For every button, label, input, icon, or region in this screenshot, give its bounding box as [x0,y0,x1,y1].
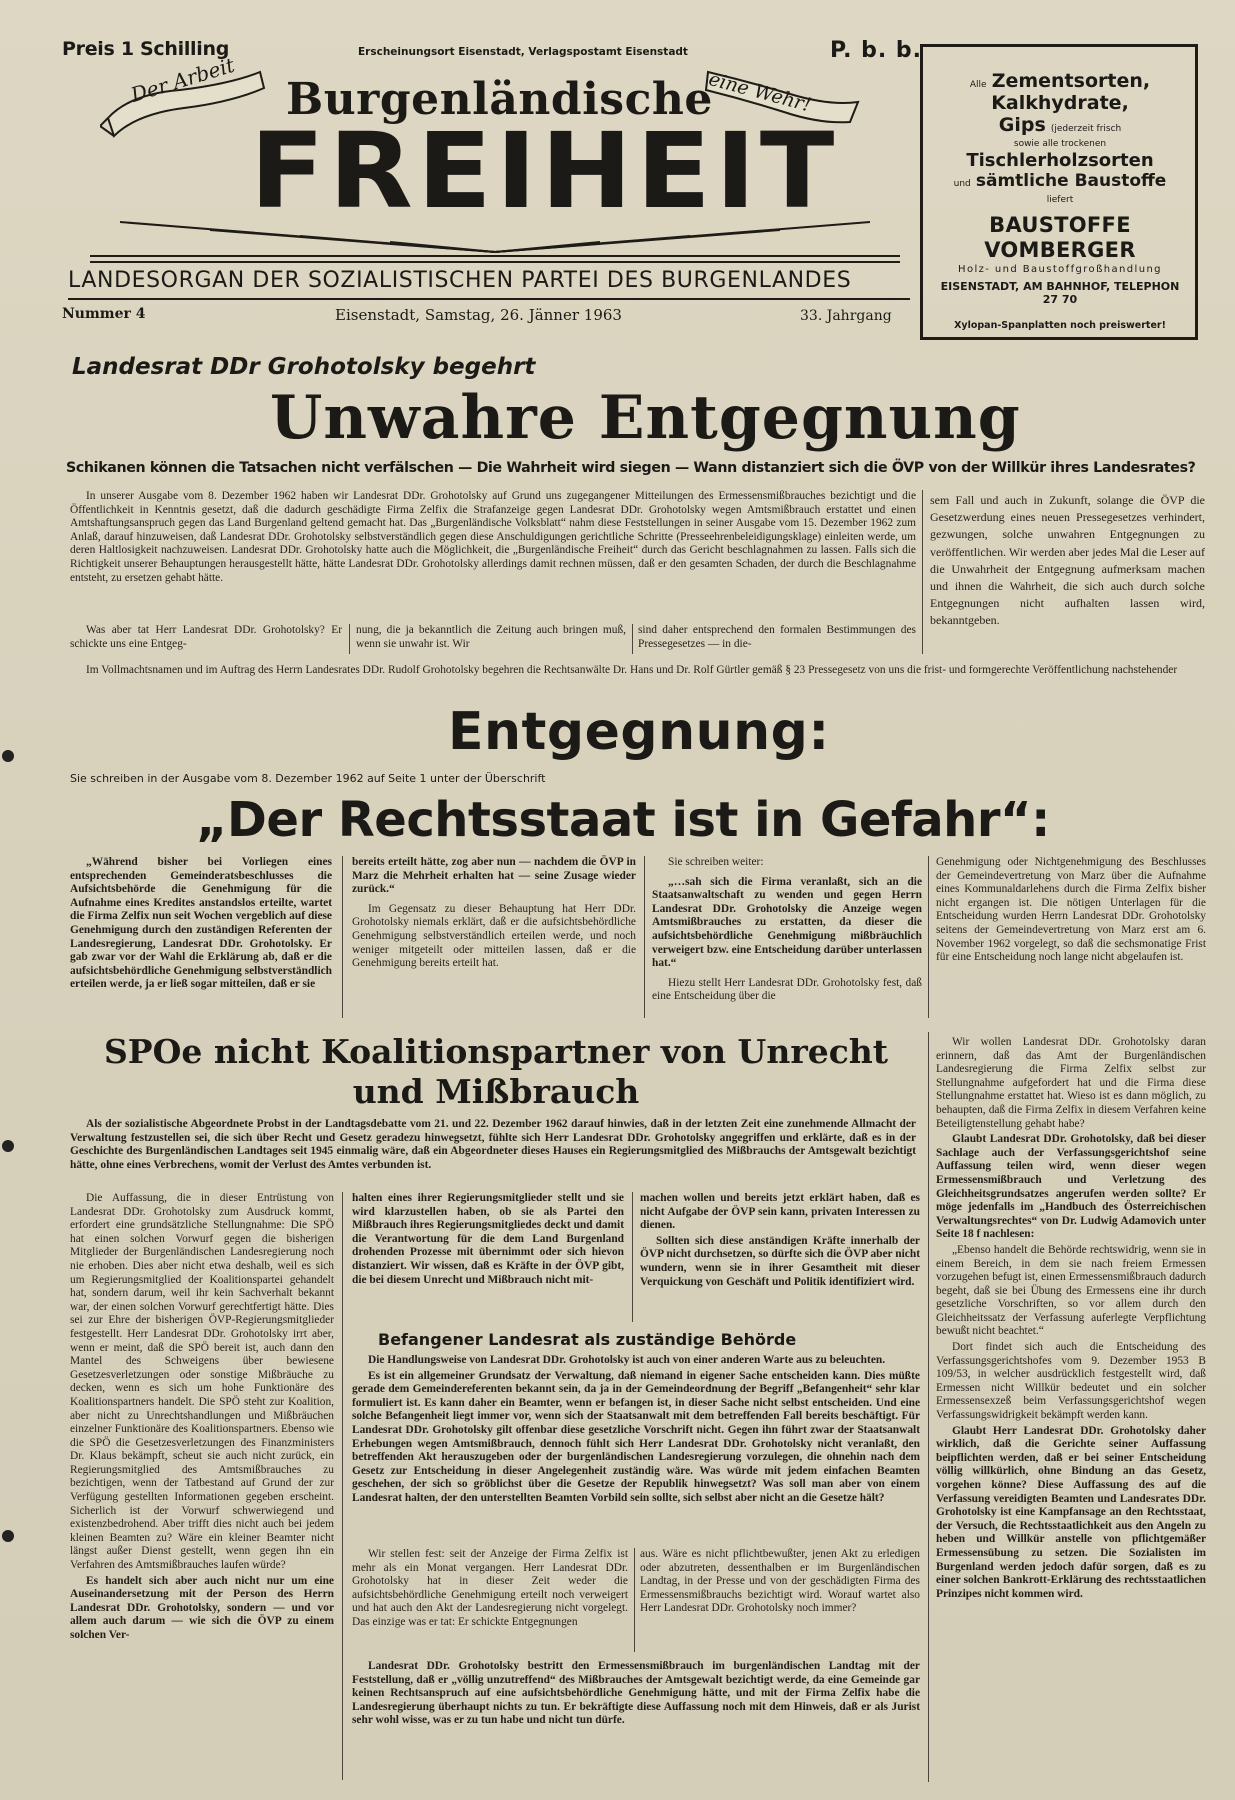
punch-hole [2,1530,14,1542]
paragraph: Im Gegensatz zu dieser Behauptung hat Herr DDr. Grohotolsky niemals erklärt, daß er die aufsichtsbehördliche Genehmigung selbstverständlich erteilen werde, und noch weniger mitgeteilt oder mitteilen lassen, daß er die Genehmigung bereits erteilt hat. [352,902,636,970]
postage-mark: P. b. b. [830,38,922,63]
paragraph: Als der sozialistische Abgeordnete Probst in der Landtagsdebatte vom 21. und 22. Dezember 1962 darauf hinwies, daß in der letzten Zeit eine zunehmende Allmacht der Verwaltung festzustellen sei, die sich über Recht und Gesetz geradezu hinwegsetzt, fühlte sich Herr Landesrat DDr. Grohotolsky angegriffen und erklärte, daß es in der Geschichte des Burgenländischen Landtages seit 1945 einmalig wäre, daß ein Abgeordneter dieses Hauses ein Regierungsmitglied des Mißbrauchs der Amtsgewalt bezichtigt hätte, ohne eines Verbrechens, womit der Verlust des Amtes verbunden ist. [70,1118,916,1171]
price: Preis 1 Schilling [62,38,230,60]
second-col3c [640,1548,920,1618]
paragraph: aus. Wäre es nicht pflichtbewußter, jenen Akt zu erledigen oder abzutreten, dessenthalben er im Burgenländischen Landtag, in der Presse und von der geschädigten Firma des Ermessensmißbrauchs bezichtigt wird. Worauf wartet also Herr Landesrat DDr. Grohotolsky noch immer? [640,1548,920,1615]
ad-text: EISENSTADT, AM BAHNHOF, TELEPHON 27 70 [940,280,1180,306]
quote-headline: „Der Rechtsstaat ist in Gefahr“: [196,792,1050,848]
paragraph: Was aber tat Herr Landesrat DDr. Grohotolsky? Er schickte uns eine Entgeg- [70,624,342,650]
ad-text: Tischlerholzsorten [966,149,1154,171]
paragraph: sind daher entsprechend den formalen Bestimmungen des Pressegesetzes — in die- [638,624,916,650]
paragraph: Die Handlungsweise von Landesrat DDr. Grohotolsky ist auch von einer anderen Warte aus zu beleuchten. [368,1354,886,1366]
paragraph: machen wollen und bereits jetzt erklärt haben, daß es nicht Aufgabe der ÖVP sein kann, privaten Interessen zu dienen. [640,1192,920,1232]
sunburst-decoration [90,212,900,266]
second-lead [70,1118,916,1174]
ad-text: sämtliche Baustoffe [975,170,1167,191]
second-col1 [70,1192,334,1645]
lead-intro [70,490,916,587]
ad-text: Alle [969,80,987,90]
second-wide3 [352,1660,920,1730]
ad-text: sowie alle trockenen [1013,138,1107,149]
punch-hole [2,750,14,762]
title-small: Burgenländische [286,74,713,125]
paragraph: Sollten sich diese anständigen Kräfte innerhalb der ÖVP nicht durchsetzen, so dürfte sich die ÖVP aber nicht wundern, wenn sie in ihrer Gesamtheit mit dieser Verquickung von Geschäft und Politik identifiziert wird. [640,1234,920,1288]
advertisement-box [920,44,1198,340]
paragraph: Es handelt sich aber auch nicht nur um eine Auseinandersetzung mit der Person des Herrn Landesrat DDr. Grohotolsky, sondern — und vor allem auch darum — wie sich die ÖVP zu einem solchen Ver- [70,1574,334,1641]
lead-column [638,624,916,653]
issue-number: Nummer 4 [62,306,146,322]
subtitle: LANDESORGAN DER SOZIALISTISCHEN PARTEI DES BURGENLANDES [68,268,852,293]
second-headline [70,1032,922,1112]
entgegnung-subline: Sie schreiben in der Ausgabe vom 8. Dezember 1962 auf Seite 1 unter der Überschrift [70,772,546,785]
lead-right-column [930,492,1205,632]
paragraph: Glaubt Herr Landesrat DDr. Grohotolsky daher wirklich, daß die Gerichte seiner Auffassung beipflichten werden, daß er bei seiner Entscheidung völlig willkürlich, ohne Bindung an das Gesetz, vorgehen könne? Diese Auffassung des auf die Verfassung vereidigten Beamten und Landesrates DDr. Grohotolsky ist eine Kampfansage an den Rechtsstaat, der Versuch, die Rechtsstaatlichkeit aus den Angeln zu heben und Willkür anstelle von pflichtgemäßer Ermessensübung zu setzen. Die Sozialisten im Burgenland werden jedoch dafür sorgen, daß es zu einer solchen Bankrott-Erklärung des rechtsstaatlichen Prinzipes nicht kommen wird. [936,1424,1206,1600]
ad-text: Zementsorten, [991,70,1151,92]
volume: 33. Jahrgang [800,308,892,324]
paragraph: Die Auffassung, die in dieser Entrüstung von Landesrat DDr. Grohotolsky zum Ausdruck kommt, erfordert eine grundsätzliche Stellungnahme: Die SPÖ hat einen solchen Vorwurf gegen die bisherigen Mitglieder der Burgenländischen Landesregierung noch nie erhoben. Dies aber nicht etwa deshalb, weil es sich um Regierungsmitglied der Koalitionspartei gehandelt hat, sondern darum, weil ihr kein Sachverhalt bekannt war, der einen solchen Vorwurf gerechtfertigt hätte. Dies sei zur Ehre der bisherigen ÖVP-Regierungsmitglieder festgestellt. Herr Landesrat DDr. Grohotolsky irrt aber, wenn er meint, daß die SPÖ bereit ist, auch dann den Mantel des Schweigens über bewiesene Gesetzesverletzungen oder sonstige Mißbräuche zu decken, wenn es sich um hohe Funktionäre des Koalitionspartners handelt. Die SPÖ steht zur Koalition, aber nicht zu Unrechtshandlungen und Mißbräuchen einzelner Funktionäre des Koalitionspartners. Ebenso wie die SPÖ die Gesetzesverletzungen des Finanzministers Dr. Klaus bekämpft, scheut sie auch nicht zurück, ein Regierungsmitglied des Amtsmißbrauches zu bezichtigen, wenn der Tatbestand auf Grund der zur Verfügung gestellten Informationen gegeben erscheint. Sicherlich ist der Vorwurf schwerwiegend und existenzbedrohend. Aber trifft dies nicht auch bei jedem kleinen Beamten zu? Wäre ein kleiner Beamter nicht längst außer Dienst gestellt, wenn gegen ihn ein Verfahren des Amtsmißbrauches laufen würde? [70,1192,334,1572]
paragraph: Es ist ein allgemeiner Grundsatz der Verwaltung, daß niemand in eigener Sache entscheiden kann. Dies müßte gerade dem Gemeindereferenten bekannt sein, da ja in der Gemeindeordnung der Begriff „Befangenheit“ sehr klar formuliert ist. Es kann daher ein Beamter, wenn er befangen ist, in dieser Sache nicht selbst entscheiden. Und eine solche Befangenheit liegt immer vor, wenn sich der Staatsanwalt mit dem betreffenden Fall bereits beschäftigt. Für Landesrat DDr. Grohotolsky gilt offenbar diese gesetzliche Vorschrift nicht. Gegen ihn führt zwar der Staatsanwalt Erhebungen wegen Amtsmißbrauch, dennoch fühlt sich Herr Landesrat DDr. Grohotolsky nicht veranlaßt, den betreffenden Akt herauszugeben oder der burgenländischen Landesregierung vorzulegen, die ohnehin nach dem Gesetz zur Entscheidung in dieser Angelegenheit zuständig wäre. Was würde mit jedem einfachen Beamten geschehen, der sich so gröblichst über die Gesetze der Republik hinwegsetzt? Was soll man aber von einem Landesrat halten, der den unterstellten Beamten Vorbild sein sollte, sich selbst aber nicht an die Gesetze hält? [352,1369,920,1504]
paragraph: sem Fall und auch in Zukunft, solange die ÖVP die Gesetzwerdung eines neuen Pressegesetzes verhindert, gezwungen, solche unwahren Entgegnungen zu veröffentlichen. Wir werden aber jedes Mal die Leser auf die Unwahrheit der Entgegnung aufmerksam machen und ihnen die Wahrheit, die sich auch durch solche Entgegnungen nicht aufhalten lassen wird, bekanntgeben. [930,493,1205,628]
headline-line: SPOe nicht Koalitionspartner von Unrecht [103,1032,889,1071]
dateline: Eisenstadt, Samstag, 26. Jänner 1963 [335,306,622,324]
second-col2 [352,1192,624,1289]
second-col2b [352,1548,628,1632]
second-right-column [936,1036,1206,1603]
paragraph: Wir stellen fest: seit der Anzeige der Firma Zelfix ist mehr als ein Monat vergangen. Herr Landesrat DDr. Grohotolsky hat in dieser Zeit weder die aufsichtsbehördliche Genehmigung erteilt noch verweigert und hat auch den Akt der Landesregierung nicht vorgelegt. Das einzige was er tat: Er schickte Entgegnungen [352,1548,628,1628]
ad-text: und [953,178,971,189]
lead-headline: Unwahre Entgegnung [270,383,1021,453]
rule [68,298,910,300]
paragraph: bereits erteilt hätte, zog aber nun — nachdem die ÖVP in Marz die Mehrheit erhalten hat — seine Zusage wieder zurück.“ [352,856,636,896]
subhead: Befangener Landesrat als zuständige Behörde [378,1330,797,1349]
punch-hole [2,1140,14,1152]
paragraph: „Ebenso handelt die Behörde rechtswidrig, wenn sie in einem Bereich, in dem sie nach freiem Ermessen vorzugehen befugt ist, einen Ermessensmißbrauch dadurch begeht, daß sie bei Übung des Ermessens eine ihr durch gesetzliche Vorschriften, so vor allem durch den Gleichheitssatz der Verfassung auferlegte Verpflichtung bewußt nicht beachtet.“ [936,1243,1206,1338]
paragraph: Dort findet sich auch die Entscheidung des Verfassungsgerichtshofes vom 9. Dezember 1953 B 109/53, in welcher ausdrücklich festgestellt wird, daß Ermessen nicht Willkür bedeutet und ein solcher Ermessensexzeß beim Verfassungsgerichtshof wegen Verfassungswidrigkeit bekämpft werden kann. [936,1341,1206,1422]
paragraph: Landesrat DDr. Grohotolsky bestritt den Ermessensmißbrauch im burgenländischen Landtag mit der Feststellung, daß er „völlig unzutreffend“ des Mißbrauches der Amtsgewalt bezichtigt werde, da eine Gemeinde gar keinen Rechtsanspruch auf eine aufsichtsbehördliche Genehmigung hätte, und mit der Firma Zelfix habe die Landesregierung überhaupt nichts zu tun. Er bekräftigte diese Auffassung noch mit dem Hinweis, daß er als Jurist sehr wohl wisse, was er zu tun habe und nicht tun dürfe. [352,1660,920,1727]
lead-deck: Schikanen können die Tatsachen nicht verfälschen — Die Wahrheit wird siegen — Wann distanziert sich die ÖVP von der Willkür ihres Landesrates? [66,460,1196,476]
paragraph: nung, die ja bekanntlich die Zeitung auch bringen muß, wenn sie unwahr ist. Wir [356,624,626,650]
banner-right-text: eine Wehr! [706,68,814,117]
headline-line: und Mißbrauch [352,1072,640,1111]
paragraph: „…sah sich die Firma veranlaßt, sich an die Staatsanwaltschaft zu wenden und gegen Herrn Landesrat DDr. Grohotolsky die Anzeige wegen Amtsmißbrauches zu erstatten, da dieser die aufsichtsbehördliche Genehmigung mißbräuchlich verweigert bzw. eine Entscheidung darüber unterlassen hat.“ [652,875,922,970]
ad-text: Holz- und Baustoffgroßhandlung [958,263,1162,275]
entgegnung-col4 [936,856,1206,967]
ad-text: Xylopan-Spanplatten noch preiswerter! [954,319,1166,331]
lead-column [70,624,342,653]
title-large: FREIHEIT [250,110,839,232]
paragraph: „Während bisher bei Vorliegen eines entsprechenden Gemeinderatsbeschlusses die Aufsichtsbehörde die Genehmigung für die Aufnahme eines Kredites anstandslos erteilte, wartet die Firma Zelfix nun seit Wochen vergeblich auf diese Genehmigung durch den zuständigen Referenten der Landesregierung, Landesrat DDr. Grohotolsky. Er gab zwar vor der Wahl die Erklärung ab, daß er die aufsichtsbehördliche Genehmigung selbstverständlich erteilen werde, ja er ließ sogar mitteilen, daß er sie [70,856,333,991]
second-col3 [640,1192,920,1291]
ad-text: liefert [1046,195,1074,206]
lead-column [356,624,626,653]
second-wide [352,1354,920,1508]
ad-text: Kalkhydrate, [991,91,1129,114]
ad-text: Gips [998,113,1046,136]
paragraph: In unserer Ausgabe vom 8. Dezember 1962 haben wir Landesrat DDr. Grohotolsky auf Grund uns zugegangener Mitteilungen des Ermessensmißbrauches bezichtigt und die Öffentlichkeit in Kenntnis gesetzt, daß die dadurch geschädigte Firma Zelfix die Strafanzeige gegen Landesrat DDr. Grohotolsky wegen Amtsmißbrauch erstattet und einen Amtshaftungsanspruch gegen das Land Burgenland geltend gemacht hat. Das „Burgenländische Volksblatt“ nahm diese Feststellungen in seiner Ausgabe vom 15. Dezember 1962 zum Anlaß, darauf hinzuweisen, daß Landesrat DDr. Grohotolsky selbstverständlich gegen diese Anschuldigungen gerichtliche Schritte (Presseehrenbeleidigungsklage) einleiten werde, um deren Haltlosigkeit nachzuweisen. Landesrat DDr. Grohotolsky hatte auch die Möglichkeit, die „Burgenländische Freiheit“ durch das Gericht beschlagnahmen zu lassen. Falls sich die Richtigkeit unserer Behauptungen herausgestellt hätte, hätte Landesrat DDr. Grohotolsky allerdings damit rechnen müssen, daß er den gesamten Schaden, der durch die Beschlagnahme entsteht, zu ersetzen gehabt hätte. [70,490,916,584]
paragraph: Sie schreiben weiter: [668,856,764,868]
entgegnung-col2 [352,856,636,973]
ad-company: BAUSTOFFE VOMBERGER [984,213,1136,262]
ad-text: (jederzeit frisch [1050,123,1122,134]
paragraph: Wir wollen Landesrat DDr. Grohotolsky daran erinnern, daß das Amt der Burgenländischen Landesregierung die Firma Zelfix selbst zur Stellungnahme aufgefordert hat und die Firma diese Stellungnahme erstattet hat. Wieso ist es dann möglich, zu behaupten, daß die Firma Zelfix in diesem Verfahren keine Beteiligtenstellung gehabt habe? [936,1036,1206,1130]
attorney-note [70,664,1205,680]
lead-kicker: Landesrat DDr Grohotolsky begehrt [72,354,536,380]
publication-place: Erscheinungsort Eisenstadt, Verlagspostamt Eisenstadt [358,46,688,58]
paragraph: Hiezu stellt Herr Landesrat DDr. Grohotolsky fest, daß eine Entscheidung über die [652,976,922,1003]
entgegnung-col3 [652,856,922,1006]
entgegnung-headline: Entgegnung: [448,702,830,762]
paragraph: Genehmigung oder Nichtgenehmigung des Beschlusses der Gemeindevertretung von Marz über die Aufnahme eines Kommunaldarlehens durch die Firma Zelfix bisher nicht ergangen ist. Die nötigen Unterlagen für die Entscheidung wurden Herrn Landesrat DDr. Grohotolsky seitens der Gemeindevertretung von Marz erst am 6. November 1962 vorgelegt, so daß die sechsmonatige Frist für eine Entscheidung noch lange nicht abgelaufen ist. [936,856,1206,964]
paragraph: halten eines ihrer Regierungsmitglieder stellt und sie wird klarzustellen haben, ob sie als Partei den Mißbrauch ihres Regierungsmitgliedes deckt und damit die Verantwortung für die dem Land Burgenland drohenden Prozesse mit übernimmt oder sich hievon distanziert. Wir wissen, daß es Kräfte in der ÖVP gibt, die bei diesem Unrecht und Mißbrauch nicht mit- [352,1192,624,1286]
paragraph: Glaubt Landesrat DDr. Grohotolsky, daß bei dieser Sachlage auch der Verfassungsgerichtshof seine Auffassung teilen wird, wenn dieser wegen Ermessensmißbrauch und Verletzung des Gleichheitsgrundsatzes angerufen werden sollte? Er möge jedenfalls im „Handbuch des Österreichischen Verwaltungsrechtes“ von Dr. Ludwig Adamovich unter Seite 18 f nachlesen: [936,1133,1206,1241]
banner-left-text: Der Arbeit [128,52,238,107]
paragraph: Im Vollmachtsnamen und im Auftrag des Herrn Landesrates DDr. Rudolf Grohotolsky begehren die Rechtsanwälte Dr. Hans und Dr. Rolf Gürtler gemäß § 23 Pressegesetz von uns die frist- und formgerechte Veröffentlichung nachstehender [86,664,1178,676]
entgegnung-col1 [70,856,332,994]
